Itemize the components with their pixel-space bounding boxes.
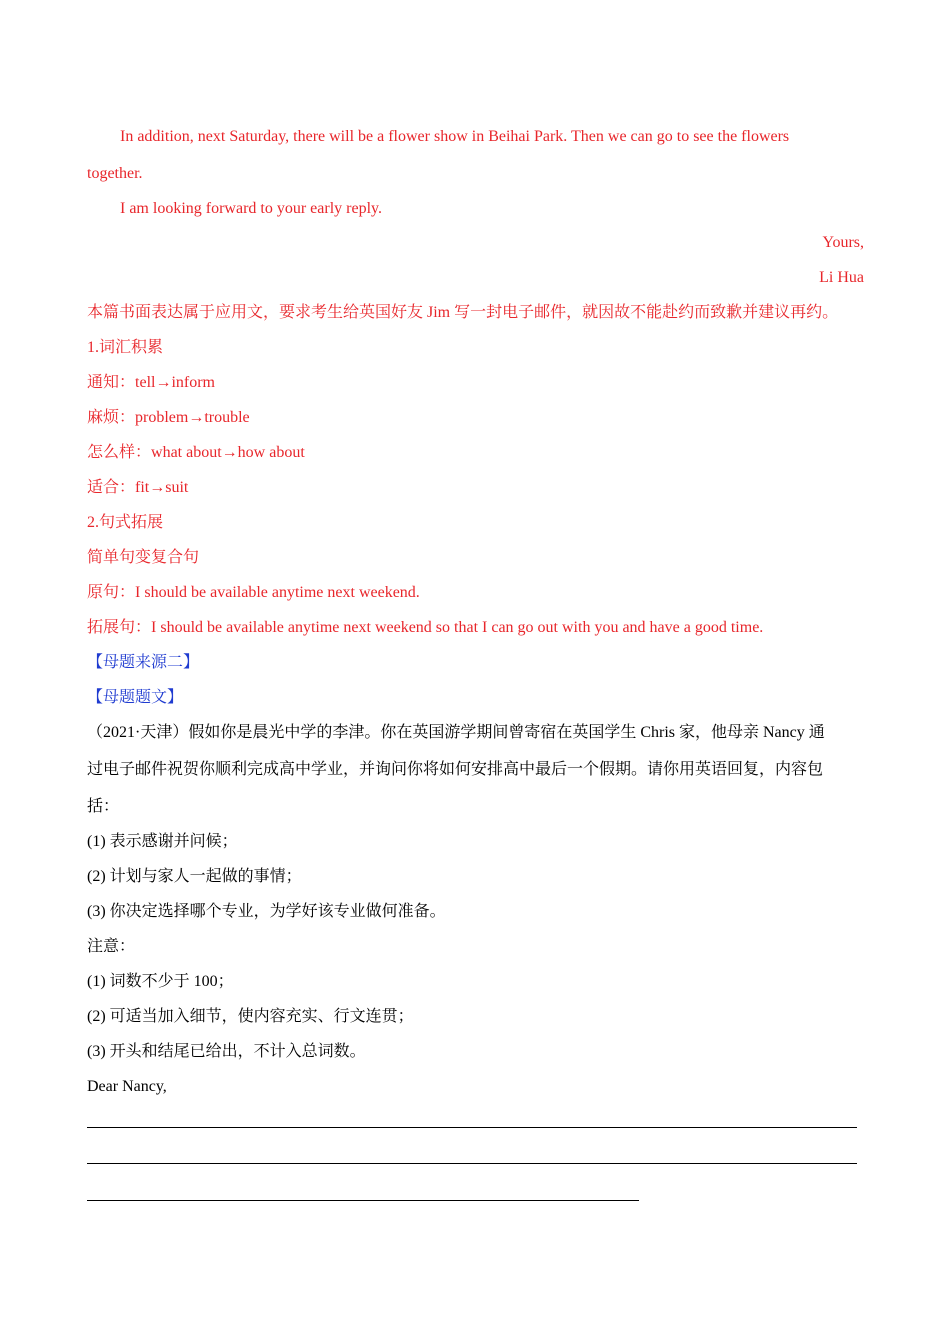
source-heading: 【母题来源二】 (87, 654, 200, 671)
vocab-item (87, 443, 305, 463)
vocab-heading: 1.词汇积累 (87, 339, 164, 356)
letter-signature: Li Hua (819, 269, 864, 286)
task-item: (1) 表示感谢并问候； (87, 833, 238, 850)
vocab-item (87, 478, 188, 498)
sentence-subheading: 简单句变复合句 (87, 549, 200, 566)
vocab-cn: 麻烦： (87, 409, 136, 426)
vocab-cn: 怎么样： (87, 444, 152, 461)
letter-paragraph-1-line-1: In addition, next Saturday, there will be a flower show in Beihai Park. Then we can go to see the flowers (120, 128, 790, 145)
answer-line (87, 1163, 857, 1164)
task-line-2: 过电子邮件祝贺你顺利完成高中学业，并询问你将如何安排高中最后一个假期。请你用英语回复，内容包 (87, 761, 824, 778)
expanded-label: 拓展句： (87, 619, 152, 636)
task-line-3: 括： (87, 798, 120, 815)
original-label: 原句： (87, 584, 136, 601)
note-item: (3) 开头和结尾已给出，不计入总词数。 (87, 1043, 366, 1060)
question-heading: 【母题题文】 (87, 689, 184, 706)
salutation: Dear Nancy, (87, 1078, 167, 1095)
letter-paragraph-2: I am looking forward to your early reply. (120, 200, 382, 217)
vocab-en: what about→how about (151, 444, 305, 461)
answer-line (87, 1127, 857, 1128)
vocab-cn: 通知： (87, 374, 136, 391)
analysis-summary: 本篇书面表达属于应用文，要求考生给英国好友 Jim 写一封电子邮件，就因故不能赴约而致歉并建议再约。 (87, 304, 839, 321)
sentence-heading: 2.句式拓展 (87, 514, 164, 531)
vocab-item (87, 373, 215, 393)
task-line-1: （2021·天津）假如你是晨光中学的李津。你在英国游学期间曾寄宿在英国学生 Chris 家，他母亲 Nancy 通 (87, 724, 825, 741)
letter-closing: Yours, (822, 234, 864, 251)
vocab-en: fit→suit (135, 479, 189, 496)
expanded-text: I should be available anytime next weekend so that I can go out with you and have a good time. (151, 619, 764, 636)
vocab-en: problem→trouble (135, 409, 250, 426)
task-item: (3) 你决定选择哪个专业，为学好该专业做何准备。 (87, 903, 446, 920)
vocab-item (87, 408, 250, 428)
letter-paragraph-1-line-2: together. (87, 165, 143, 182)
vocab-cn: 适合： (87, 479, 136, 496)
original-text: I should be available anytime next weekend. (135, 584, 420, 601)
note-item: (1) 词数不少于 100； (87, 973, 234, 990)
expanded-sentence (87, 618, 763, 638)
task-item: (2) 计划与家人一起做的事情； (87, 868, 302, 885)
original-sentence (87, 583, 420, 603)
vocab-en: tell→inform (135, 374, 215, 391)
answer-line (87, 1200, 639, 1201)
notes-label: 注意： (87, 938, 136, 955)
note-item: (2) 可适当加入细节，使内容充实、行文连贯； (87, 1008, 414, 1025)
